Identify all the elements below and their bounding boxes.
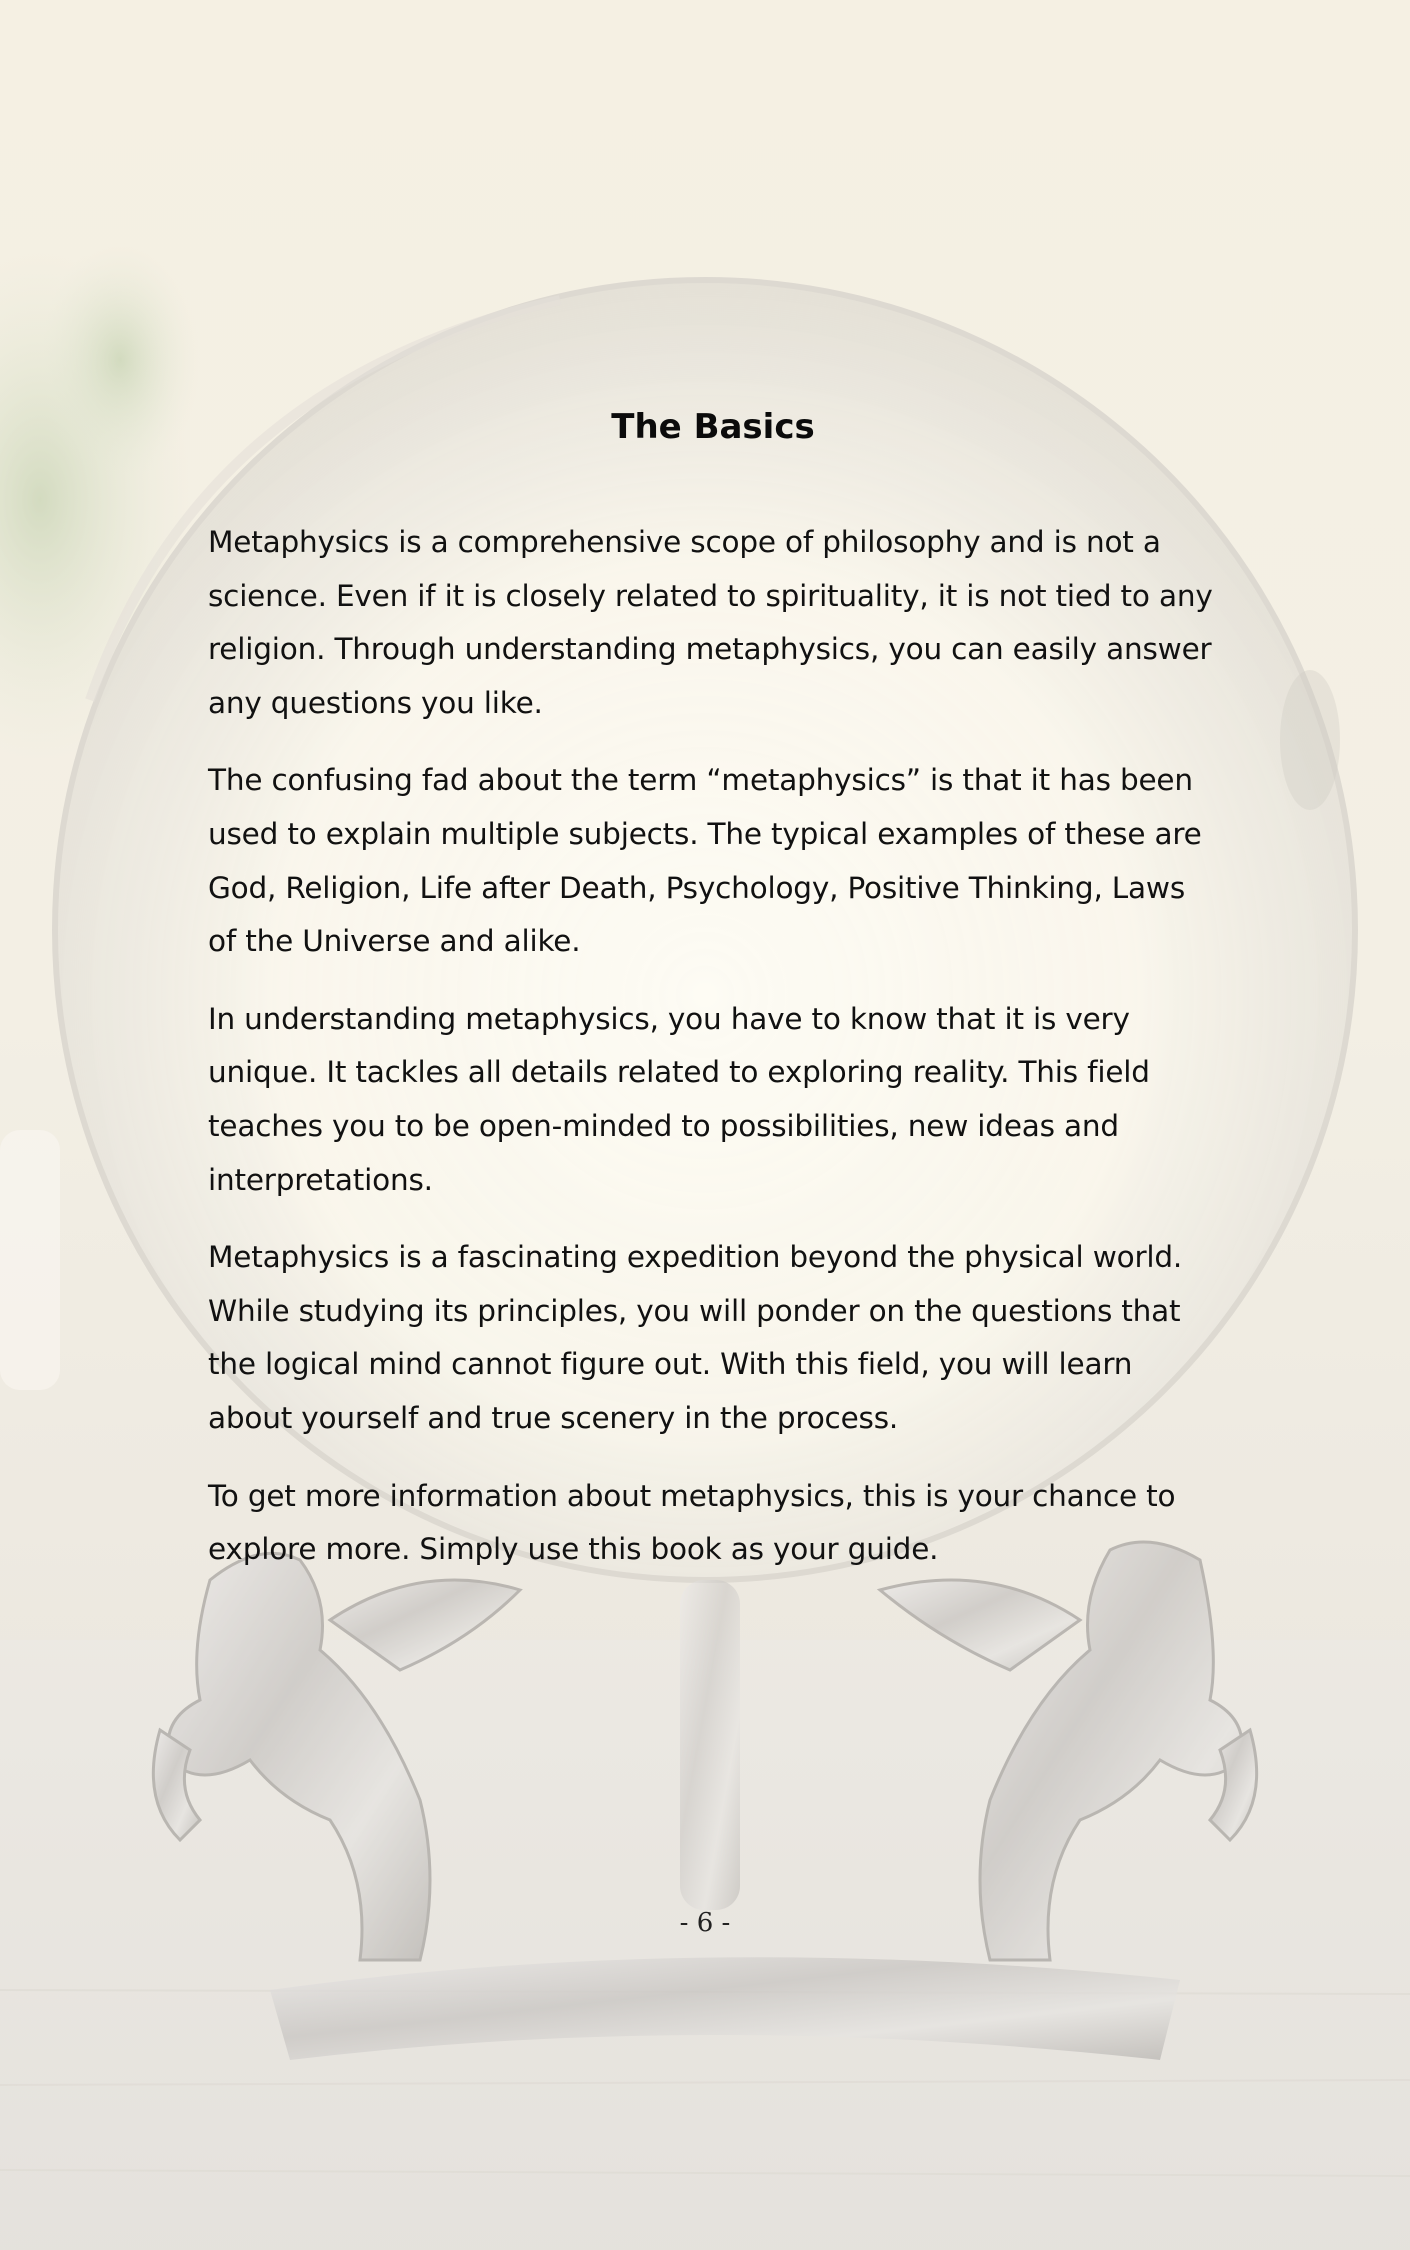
paragraph-3: In understanding metaphysics, you have to know that it is very unique. It tackles all details related to exploring reality. This field teaches you to be open-minded to possibilities, new ideas and interpretations.: [208, 1001, 1150, 1197]
page-number: - 6 -: [679, 1908, 731, 1938]
paragraph-5: To get more information about metaphysics, this is your chance to explore more. Simply use this book as your guide.: [208, 1478, 1176, 1567]
paragraph-1: Metaphysics is a comprehensive scope of philosophy and is not a science. Even if it is closely related to spirituality, it is not tied to any religion. Through understanding metaphysics, you can easily answer any questions you like.: [208, 525, 1213, 720]
paragraph-2: The confusing fad about the term “metaphysics” is that it has been used to explain multiple subjects. The typical examples of these are God, Religion, Life after Death, Psychology, Positive Thinking, Laws of the Universe and alike.: [208, 763, 1202, 959]
stand-post: [680, 1580, 740, 1910]
foliage-blur-small: [40, 240, 200, 480]
candle-blur: [0, 1130, 60, 1390]
page-title: The Basics: [611, 407, 815, 447]
page-content: [208, 400, 1218, 1601]
ball-highlight: [1280, 670, 1340, 810]
paragraph-4: Metaphysics is a fascinating expedition beyond the physical world. While studying its principles, you will ponder on the questions that the logical mind cannot figure out. With this field, you will learn about yourself and true scenery in the process.: [208, 1240, 1183, 1435]
